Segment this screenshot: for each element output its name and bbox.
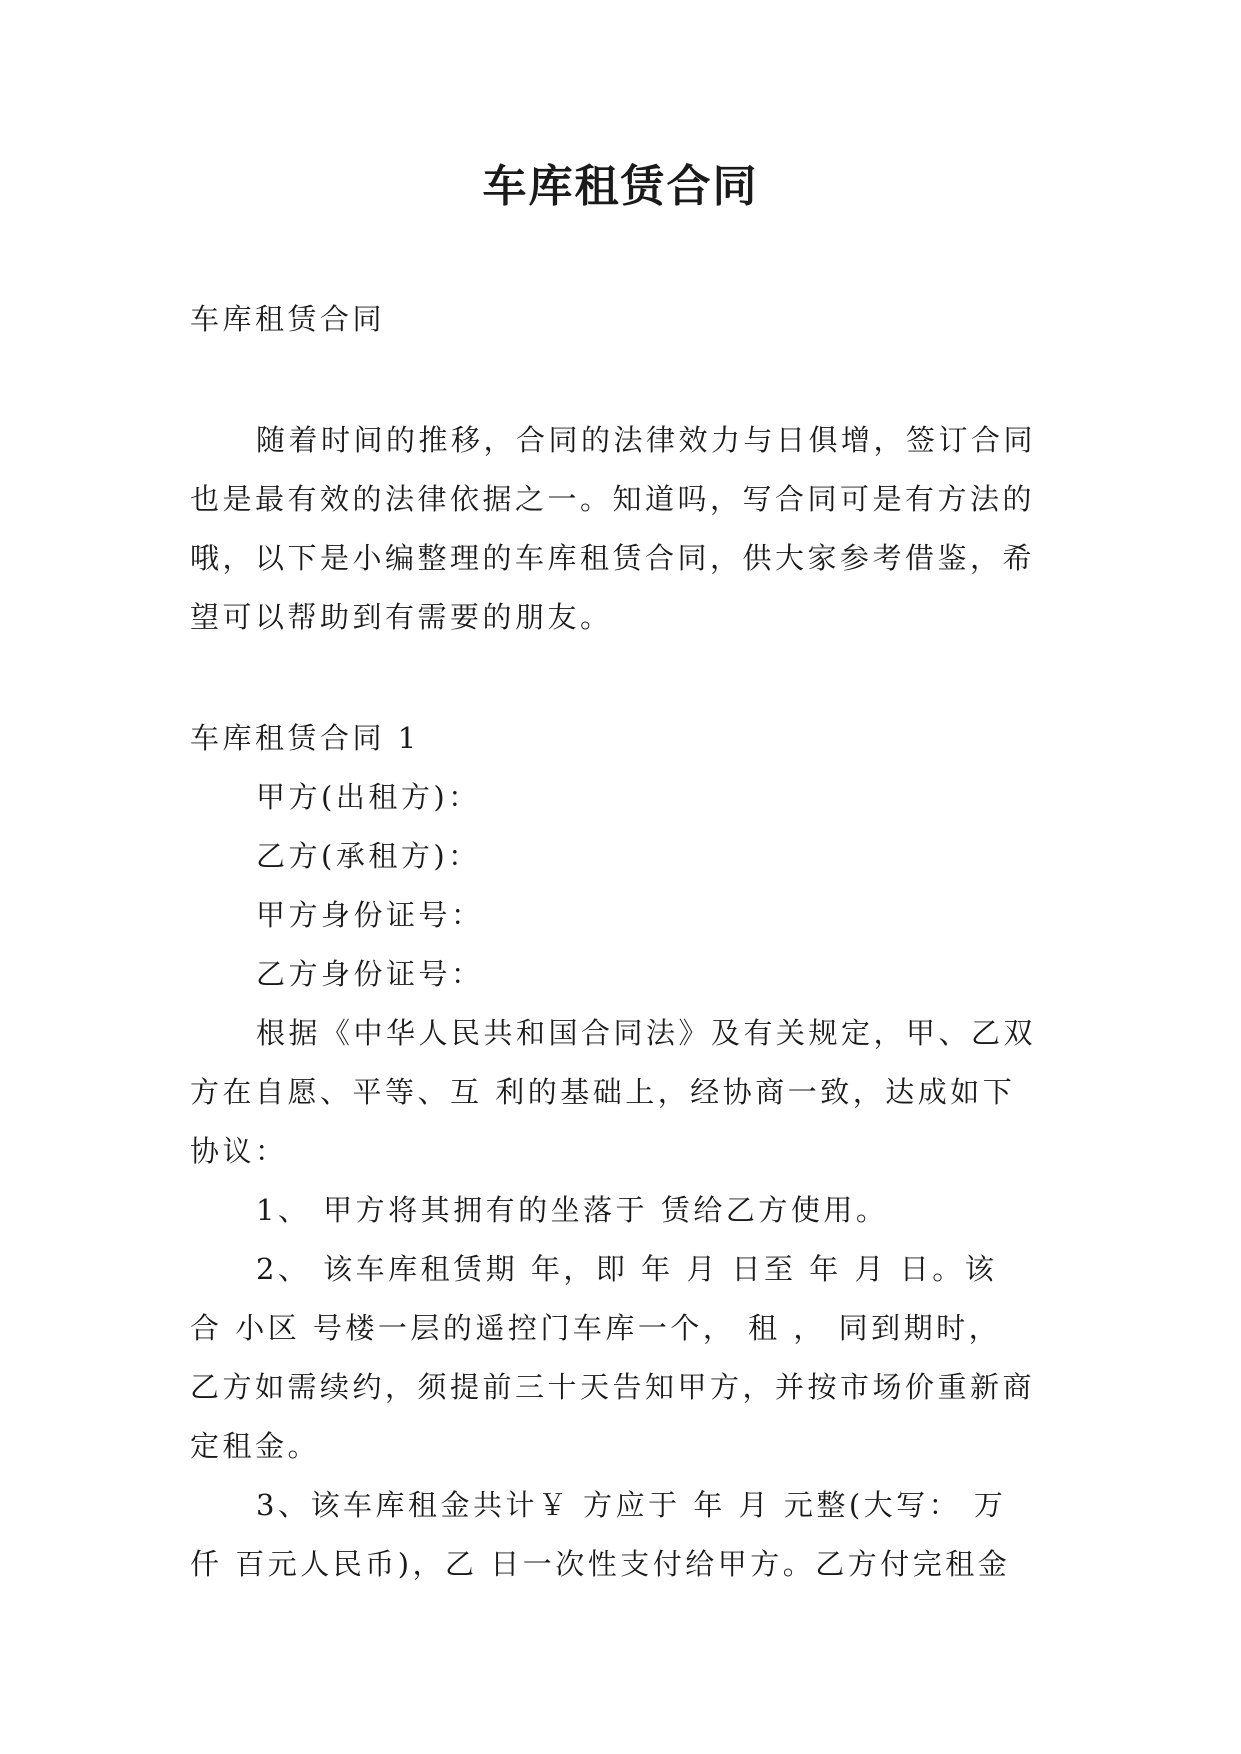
preamble-line: 根据《中华人民共和国合同法》及有关规定，甲、乙双 bbox=[256, 1016, 1037, 1050]
clause-2-line: 2、 该车库租赁期 年，即 年 月 日至 年 月 日。该 bbox=[256, 1252, 998, 1286]
preamble-paragraph bbox=[190, 1004, 1050, 1181]
clause-2-line: 乙方如需续约，须提前三十天告知甲方，并按市场价重新商 bbox=[190, 1370, 1036, 1404]
clause-2-line: 合 小区 号楼一层的遥控门车库一个， 租 ， 同到期时， bbox=[190, 1311, 1002, 1345]
party-b-id-line: 乙方身份证号： bbox=[256, 957, 484, 991]
paragraph-gap bbox=[190, 647, 1050, 709]
intro-line: 哦，以下是小编整理的车库租赁合同，供大家参考借鉴，希 bbox=[190, 541, 1036, 575]
intro-line: 随着时间的推移，合同的法律效力与日俱增，签订合同 bbox=[256, 423, 1037, 457]
document-title: 车库租赁合同 bbox=[482, 161, 759, 212]
preamble-line: 协议： bbox=[190, 1134, 288, 1168]
intro-line: 望可以帮助到有需要的朋友。 bbox=[190, 600, 613, 634]
clause-3-line: 3、该车库租金共计￥ 方应于 年 月 元整(大写： 万 bbox=[256, 1488, 1007, 1522]
section-heading: 车库租赁合同 1 bbox=[190, 721, 420, 755]
party-a-id-line: 甲方身份证号： bbox=[256, 898, 484, 932]
party-b-line: 乙方(承租方)： bbox=[256, 839, 481, 873]
clause-3-line: 仟 百元人民币)，乙 日一次性支付给甲方。乙方付完租金 bbox=[190, 1547, 1011, 1581]
intro-line: 也是最有效的法律依据之一。知道吗，写合同可是有方法的 bbox=[190, 482, 1036, 516]
clause-2 bbox=[190, 1240, 1050, 1476]
document-body bbox=[190, 290, 1050, 1594]
document-subtitle: 车库租赁合同 bbox=[190, 302, 386, 336]
clause-1: 1、 甲方将其拥有的坐落于 赁给乙方使用。 bbox=[256, 1193, 889, 1227]
clause-3 bbox=[190, 1476, 1050, 1594]
paragraph-gap bbox=[190, 349, 1050, 411]
clause-2-line: 定租金。 bbox=[190, 1429, 321, 1463]
intro-paragraph bbox=[190, 411, 1050, 647]
preamble-line: 方在自愿、平等、互 利的基础上，经协商一致，达成如下 bbox=[190, 1075, 1016, 1109]
party-a-line: 甲方(出租方)： bbox=[256, 780, 481, 814]
